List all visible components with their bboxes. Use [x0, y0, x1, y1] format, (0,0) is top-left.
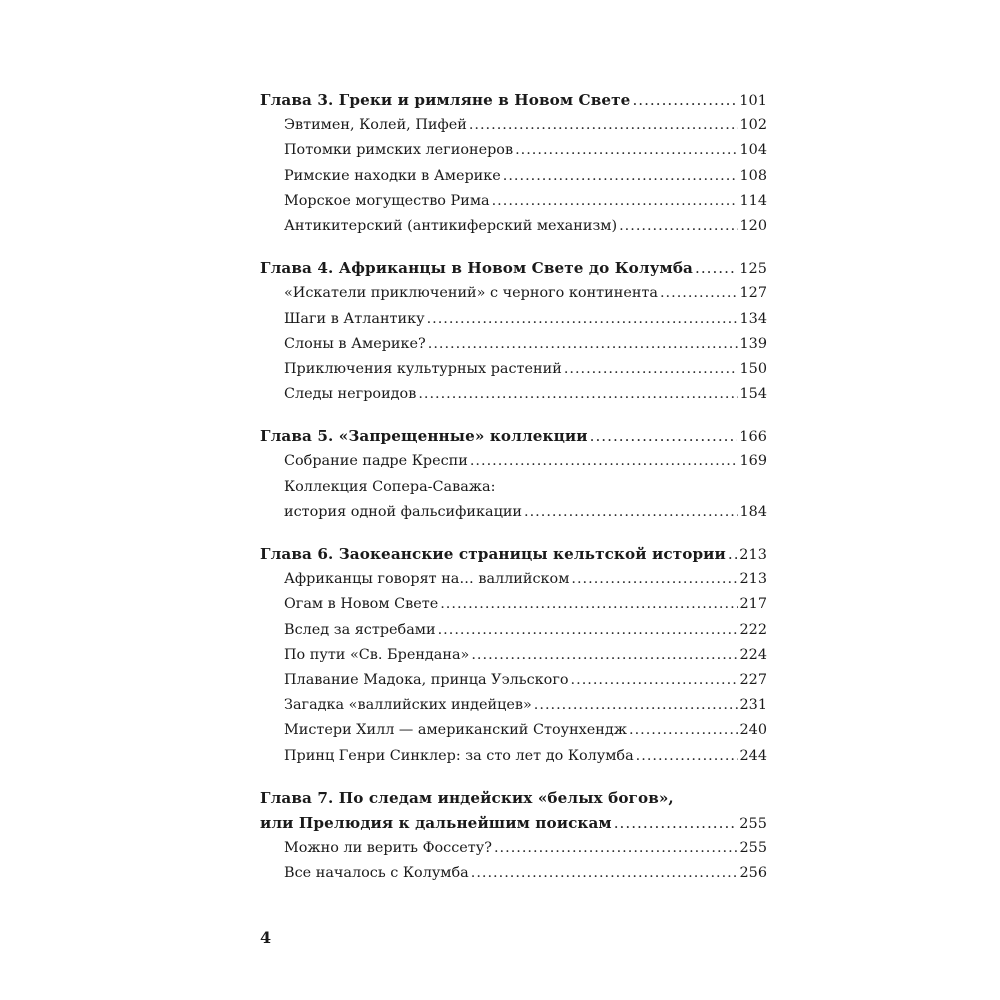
dot-leader: [534, 693, 738, 718]
chapter-title: Глава 4. Африканцы в Новом Свете до Колумба: [260, 259, 693, 278]
section-page-number: 120: [739, 217, 767, 234]
section-title: Морское могущество Рима: [284, 192, 490, 209]
section-entry-line: [260, 693, 767, 718]
chapter-title: Глава 6. Заокеанские страницы кельтской истории: [260, 545, 726, 563]
section-title: Эвтимен, Колей, Пифей: [284, 117, 467, 134]
dot-leader: [428, 332, 738, 357]
dot-leader: [636, 744, 738, 769]
section-title: Все началось с Колумба: [284, 865, 469, 882]
section-entry-line: [260, 281, 767, 306]
chapter-heading-line: [260, 542, 767, 567]
dot-leader: [564, 357, 738, 382]
dot-leader: [492, 189, 738, 214]
chapter-page-number: 255: [739, 815, 767, 832]
section-entry-line: [260, 836, 767, 861]
section-page-number: 154: [739, 386, 767, 403]
dot-leader: [619, 214, 737, 239]
section-entry-line: [260, 668, 767, 693]
section-title: Принц Генри Синклер: за сто лет до Колумба: [284, 747, 634, 764]
section-page-number: 244: [739, 747, 767, 764]
section-entry-line: [260, 307, 767, 332]
section-page-number: 104: [739, 142, 767, 159]
section-title: Мистери Хилл — американский Стоунхендж: [284, 722, 627, 739]
chapter-heading-line: [260, 786, 767, 811]
section-entry-line: [260, 618, 767, 643]
section-title: Плавание Мадока, принца Уэльского: [284, 671, 569, 688]
section-entry-line: [260, 567, 767, 592]
chapter-page-number: 166: [739, 429, 767, 446]
section-entry-line: [260, 357, 767, 382]
chapter-title: или Прелюдия к дальнейшим поискам: [260, 813, 612, 832]
dot-leader: [590, 424, 738, 449]
section-page-number: 240: [739, 722, 767, 739]
section-page-number: 169: [739, 453, 767, 470]
toc-chapter: [260, 424, 767, 525]
section-title: Загадка «валлийских индейцев»: [284, 697, 532, 714]
section-entry-line: [260, 332, 767, 357]
dot-leader: [515, 138, 737, 163]
section-entry-line: [260, 113, 767, 138]
chapter-heading-line: [260, 88, 767, 113]
dot-leader: [494, 836, 738, 861]
section-title: Шаги в Атлантику: [284, 310, 425, 327]
dot-leader: [470, 449, 738, 474]
section-title: Вслед за ястребами: [284, 621, 436, 638]
dot-leader: [418, 382, 737, 407]
dot-leader: [571, 668, 738, 693]
dot-leader: [695, 256, 737, 281]
section-page-number: 108: [739, 167, 767, 184]
section-page-number: 134: [739, 310, 767, 327]
section-page-number: 184: [739, 503, 767, 520]
section-entry-line: [260, 449, 767, 474]
chapter-page-number: 101: [739, 93, 767, 109]
dot-leader: [660, 281, 738, 306]
section-page-number: 227: [739, 671, 767, 688]
section-page-number: 114: [739, 192, 767, 209]
section-entry-line: [260, 214, 767, 239]
section-page-number: 256: [739, 865, 767, 882]
table-of-contents: [260, 88, 767, 903]
chapter-page-number: 125: [739, 261, 767, 278]
section-title: Можно ли верить Фоссету?: [284, 840, 492, 857]
section-page-number: 127: [739, 285, 767, 302]
dot-leader: [571, 567, 737, 592]
section-page-number: 231: [739, 697, 767, 714]
section-entry-line: [260, 475, 767, 500]
section-title: Римские находки в Америке: [284, 167, 501, 184]
section-entry-line: [260, 164, 767, 189]
toc-chapter: [260, 256, 767, 407]
section-entry-line: [260, 861, 767, 886]
section-page-number: 213: [739, 571, 767, 588]
toc-chapter: [260, 542, 767, 769]
section-title: Коллекция Сопера-Саважа:: [284, 478, 496, 495]
dot-leader: [471, 643, 737, 668]
chapter-heading-line: [260, 256, 767, 281]
section-title: история одной фальсификации: [284, 503, 523, 520]
dot-leader: [629, 718, 738, 743]
section-entry-line: [260, 138, 767, 163]
section-title: По пути «Св. Брендана»: [284, 646, 470, 663]
toc-chapter: [260, 88, 767, 239]
section-page-number: 217: [739, 596, 767, 613]
section-title: Следы негроидов: [284, 386, 417, 403]
section-title: Потомки римских легионеров: [284, 142, 514, 159]
section-title: Собрание падре Креспи: [284, 453, 468, 470]
section-entry-line: [260, 643, 767, 668]
dot-leader: [438, 618, 738, 643]
dot-leader: [440, 592, 737, 617]
section-page-number: 150: [739, 360, 767, 377]
dot-leader: [614, 811, 737, 836]
section-entry-line: [260, 189, 767, 214]
section-entry-line: [260, 500, 767, 525]
chapter-title: Глава 7. По следам индейских «белых богов»,: [260, 788, 674, 807]
section-page-number: 102: [739, 117, 767, 134]
section-title: Африканцы говорят на… валлийском: [284, 571, 570, 588]
section-entry-line: [260, 744, 767, 769]
section-entry-line: [260, 718, 767, 743]
chapter-title: Глава 5. «Запрещенные» коллекции: [260, 427, 588, 446]
chapter-heading-line: [260, 424, 767, 449]
dot-leader: [524, 500, 738, 525]
dot-leader: [728, 542, 737, 567]
dot-leader: [427, 307, 738, 332]
section-entry-line: [260, 592, 767, 617]
page-number: 4: [260, 928, 272, 947]
section-page-number: 255: [739, 840, 767, 857]
chapter-page-number: 213: [739, 547, 767, 563]
chapter-title: Глава 3. Греки и римляне в Новом Свете: [260, 91, 631, 109]
section-title: «Искатели приключений» с черного континента: [284, 285, 658, 302]
section-title: Огам в Новом Свете: [284, 596, 439, 613]
section-page-number: 224: [739, 646, 767, 663]
section-page-number: 222: [739, 621, 767, 638]
chapter-heading-line: [260, 811, 767, 836]
dot-leader: [469, 113, 738, 138]
dot-leader: [503, 164, 738, 189]
section-title: Слоны в Америке?: [284, 335, 426, 352]
section-entry-line: [260, 382, 767, 407]
toc-chapter: [260, 786, 767, 887]
section-page-number: 139: [739, 335, 767, 352]
dot-leader: [632, 88, 737, 113]
dot-leader: [471, 861, 738, 886]
section-title: Антикитерский (антикиферский механизм): [284, 217, 618, 234]
section-title: Приключения культурных растений: [284, 360, 562, 377]
